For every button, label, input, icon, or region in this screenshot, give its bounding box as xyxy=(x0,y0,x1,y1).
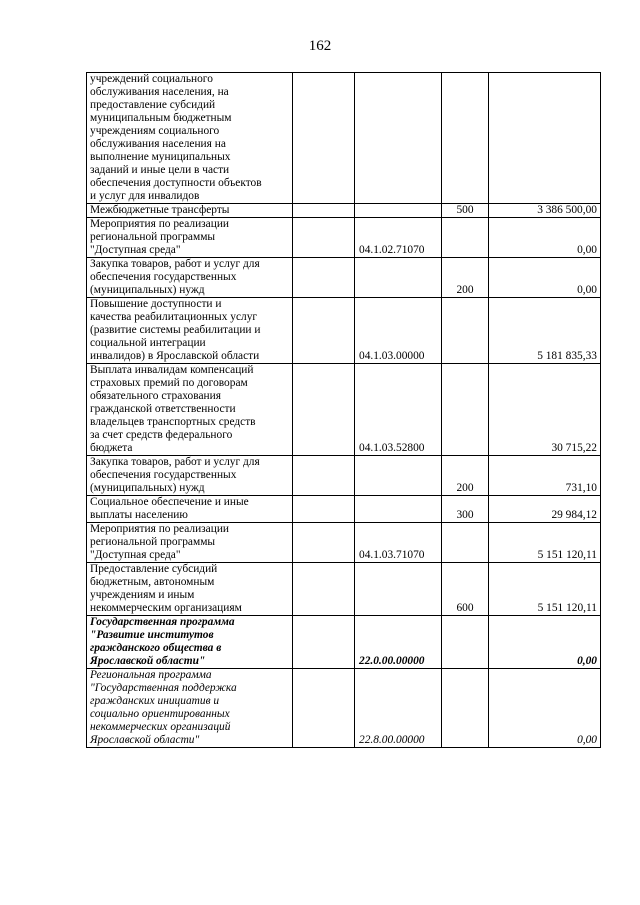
table-row xyxy=(87,669,601,748)
row-blank-cell xyxy=(293,73,355,204)
table-row xyxy=(87,298,601,364)
row-amount-cell: 0,00 xyxy=(489,258,601,298)
row-amount-cell: 5 151 120,11 xyxy=(489,563,601,616)
table-row xyxy=(87,204,601,218)
row-expense-type-cell xyxy=(442,616,489,669)
row-code-cell: 04.1.03.71070 xyxy=(355,523,442,563)
row-expense-type-cell: 600 xyxy=(442,563,489,616)
row-name-cell: Выплата инвалидам компенсаций страховых премий по договорам обязательного страхования гражданской ответственности владельцев транспортных средств за счет средств федерального бюджета xyxy=(87,364,293,456)
row-name-cell: Закупка товаров, работ и услуг для обеспечения государственных (муниципальных) нужд xyxy=(87,456,293,496)
row-name-cell: учреждений социального обслуживания населения, на предоставление субсидий муниципальным бюджетным учреждениям социального обслуживания населения на выполнение муниципальных заданий и иные цели в части обеспечения доступности объектов и услуг для инвалидов xyxy=(87,73,293,204)
table-row xyxy=(87,364,601,456)
row-blank-cell xyxy=(293,496,355,523)
row-expense-type-cell xyxy=(442,218,489,258)
row-amount-cell: 5 181 835,33 xyxy=(489,298,601,364)
row-blank-cell xyxy=(293,218,355,258)
row-blank-cell xyxy=(293,669,355,748)
row-code-cell xyxy=(355,73,442,204)
row-code-cell xyxy=(355,258,442,298)
row-blank-cell xyxy=(293,523,355,563)
row-amount-cell: 0,00 xyxy=(489,616,601,669)
row-expense-type-cell xyxy=(442,669,489,748)
row-name-cell: Мероприятия по реализации региональной программы "Доступная среда" xyxy=(87,523,293,563)
row-name-cell: Региональная программа "Государственная поддержка гражданских инициатив и социально ориентированных некоммерческих организаций Ярославской области" xyxy=(87,669,293,748)
row-expense-type-cell: 200 xyxy=(442,258,489,298)
table-row xyxy=(87,218,601,258)
row-code-cell: 04.1.03.52800 xyxy=(355,364,442,456)
row-code-cell: 22.0.00.00000 xyxy=(355,616,442,669)
row-name-cell: Межбюджетные трансферты xyxy=(87,204,293,218)
row-expense-type-cell: 200 xyxy=(442,456,489,496)
row-blank-cell xyxy=(293,298,355,364)
row-amount-cell: 3 386 500,00 xyxy=(489,204,601,218)
row-amount-cell: 0,00 xyxy=(489,218,601,258)
row-code-cell: 22.8.00.00000 xyxy=(355,669,442,748)
row-expense-type-cell xyxy=(442,298,489,364)
row-expense-type-cell xyxy=(442,364,489,456)
row-expense-type-cell: 300 xyxy=(442,496,489,523)
row-amount-cell: 731,10 xyxy=(489,456,601,496)
row-code-cell xyxy=(355,496,442,523)
row-name-cell: Социальное обеспечение и иные выплаты населению xyxy=(87,496,293,523)
row-blank-cell xyxy=(293,364,355,456)
row-blank-cell xyxy=(293,563,355,616)
table-row xyxy=(87,258,601,298)
row-blank-cell xyxy=(293,456,355,496)
row-amount-cell: 0,00 xyxy=(489,669,601,748)
row-blank-cell xyxy=(293,258,355,298)
row-name-cell: Повышение доступности и качества реабилитационных услуг (развитие системы реабилитации и социальной интеграции инвалидов) в Ярославской области xyxy=(87,298,293,364)
row-code-cell xyxy=(355,204,442,218)
row-expense-type-cell xyxy=(442,523,489,563)
row-blank-cell xyxy=(293,204,355,218)
row-code-cell: 04.1.03.00000 xyxy=(355,298,442,364)
table-row xyxy=(87,496,601,523)
row-name-cell: Предоставление субсидий бюджетным, автономным учреждениям и иным некоммерческим организациям xyxy=(87,563,293,616)
table-row xyxy=(87,563,601,616)
row-expense-type-cell xyxy=(442,73,489,204)
row-code-cell xyxy=(355,563,442,616)
row-amount-cell: 29 984,12 xyxy=(489,496,601,523)
row-name-cell: Мероприятия по реализации региональной программы "Доступная среда" xyxy=(87,218,293,258)
table-row xyxy=(87,456,601,496)
row-blank-cell xyxy=(293,616,355,669)
table-row xyxy=(87,523,601,563)
row-amount-cell: 5 151 120,11 xyxy=(489,523,601,563)
row-amount-cell xyxy=(489,73,601,204)
table-row xyxy=(87,73,601,204)
row-expense-type-cell: 500 xyxy=(442,204,489,218)
row-code-cell xyxy=(355,456,442,496)
row-name-cell: Государственная программа "Развитие институтов гражданского общества в Ярославской области" xyxy=(87,616,293,669)
budget-table xyxy=(86,72,601,748)
row-code-cell: 04.1.02.71070 xyxy=(355,218,442,258)
page-number: 162 xyxy=(308,38,332,54)
row-name-cell: Закупка товаров, работ и услуг для обеспечения государственных (муниципальных) нужд xyxy=(87,258,293,298)
table-row xyxy=(87,616,601,669)
row-amount-cell: 30 715,22 xyxy=(489,364,601,456)
